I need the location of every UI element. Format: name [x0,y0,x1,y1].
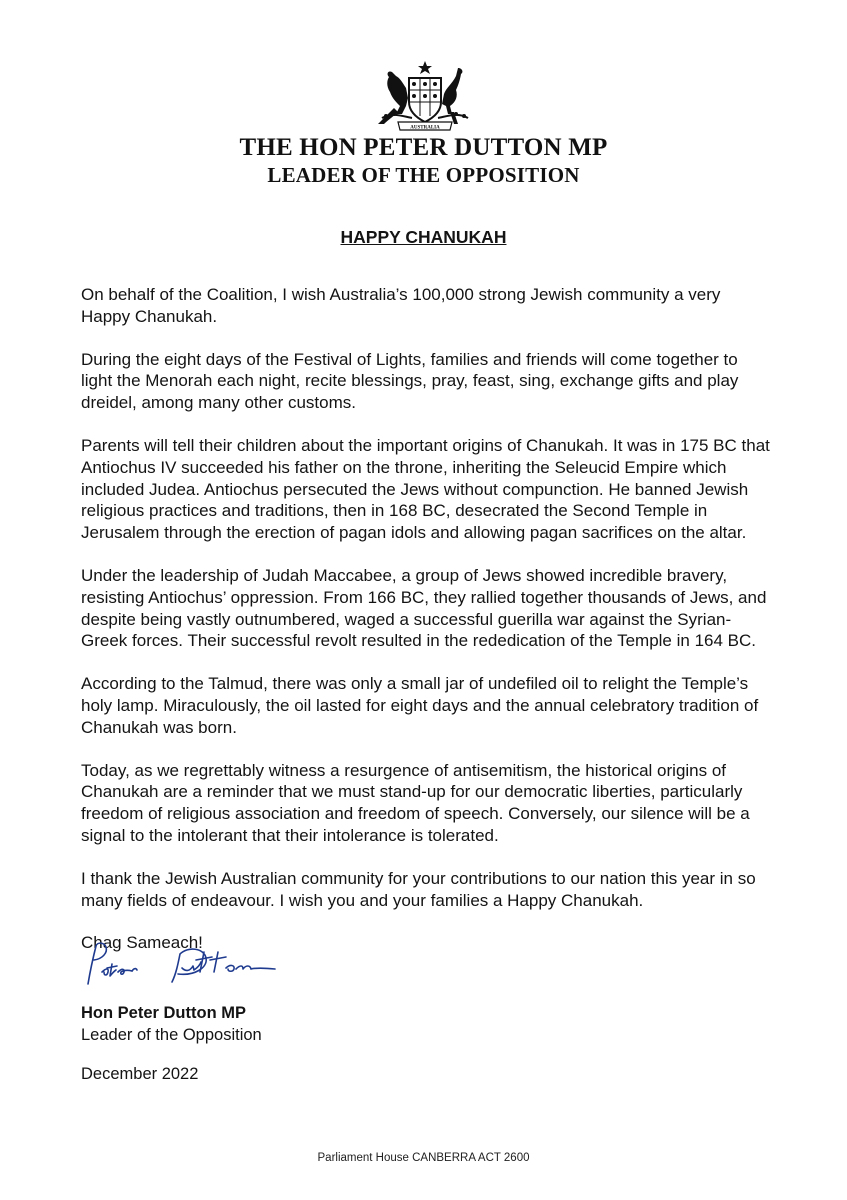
handwritten-signature [80,938,295,990]
closing-greeting: Chag Sameach! [81,933,203,953]
paragraph: Under the leadership of Judah Maccabee, a group of Jews showed incredible bravery, resisting Antiochus’ oppression. From 166 BC, they rallied together thousands of Jews, and despite being vastly outnumbered, waged a successful guerilla war against the Syrian-Greek forces. Their successful revolt resulted in the rededication of the Temple in 164 BC. [81,565,767,651]
footer-address: Parliament House CANBERRA ACT 2600 [317,1152,530,1164]
paragraph: Parents will tell their children about the important origins of Chanukah. It was in 175 BC that Antiochus IV succeeded his father on the throne, inheriting the Seleucid Empire which included Judea. Antiochus persecuted the Jews without compunction. He banned Jewish religious practices and traditions, then in 168 BC, desecrated the Second Temple in Jerusalem through the erection of pagan idols and allowing pagan sacrifices on the altar. [81,435,770,543]
paragraph: On behalf of the Coalition, I wish Australia’s 100,000 strong Jewish community a very Happy Chanukah. [81,285,721,326]
letter-heading: HAPPY CHANUKAH [340,227,507,247]
office-holder-role: LEADER OF THE OPPOSITION [267,163,580,187]
letter-date: December 2022 [81,1065,199,1083]
coat-of-arms-icon [372,58,478,132]
paragraph: Today, as we regrettably witness a resurgence of antisemitism, the historical origins of Chanukah are a reminder that we must stand-up for our democratic liberties, particularly freedom of religious association and freedom of speech. Conversely, our silence will be a signal to the intolerant that their intolerance is tolerated. [81,760,750,845]
paragraph: I thank the Jewish Australian community for your contributions to our nation this year in so many fields of endeavour. I wish you and your families a Happy Chanukah. [81,868,756,910]
crest-scroll-text: AUSTRALIA [410,125,440,131]
signatory-role: Leader of the Opposition [81,1025,262,1044]
paragraph: According to the Talmud, there was only a small jar of undefiled oil to relight the Temple’s holy lamp. Miraculously, the oil lasted for eight days and the annual celebratory tradition of Chanukah was born. [81,674,759,737]
signatory-name: Hon Peter Dutton MP [81,1004,246,1022]
letter-body [81,284,771,975]
signoff-block [81,1003,262,1046]
paragraph: During the eight days of the Festival of Lights, families and friends will come together to light the Menorah each night, recite blessings, pray, feast, sing, exchange gifts and play dreidel, among many other customs. [81,349,739,413]
office-holder-name: THE HON PETER DUTTON MP [239,134,608,161]
